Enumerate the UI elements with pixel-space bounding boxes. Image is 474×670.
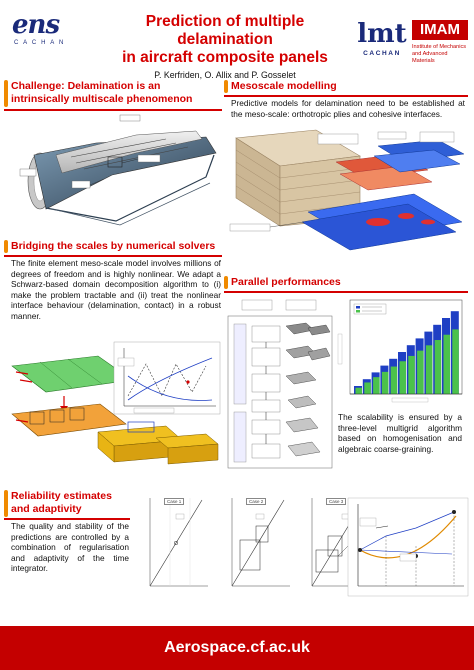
- poster-header: [96, 13, 354, 80]
- mesoscale-divider: [224, 95, 468, 97]
- reliability-title-line1: Reliability estimates: [11, 490, 112, 502]
- speedup-bar-measured: [373, 377, 380, 394]
- time-integrator-figure: [346, 496, 470, 602]
- speedup-bar-measured: [356, 388, 363, 394]
- mesoscale-accent-bar: [224, 80, 228, 93]
- speedup-bar-measured: [408, 356, 415, 394]
- case1-plot: [140, 494, 210, 596]
- case1-label: Case 1: [164, 498, 184, 505]
- speedup-bar-measured: [400, 361, 407, 394]
- bridging-section-title: Bridging the scales by numerical solvers: [11, 240, 216, 252]
- mesoscale-text: Predictive models for delamination need to be established at the meso-scale: orthotropic plies and cohesive interfaces.: [231, 98, 465, 119]
- challenge-section-title: [11, 80, 221, 106]
- reliability-section-title: [11, 490, 131, 516]
- lmt-logo-text: lmt: [357, 19, 407, 49]
- ens-cachan-logo: [8, 10, 90, 65]
- case3-label: Case 3: [326, 498, 346, 505]
- bridging-accent-bar: [4, 240, 8, 253]
- lmt-cachan-logo: [356, 18, 408, 66]
- speedup-bar-measured: [382, 372, 389, 394]
- parallel-divider: [224, 291, 468, 293]
- fuselage-panel-figure: [16, 113, 226, 233]
- mesoscale-model-figure: [228, 126, 470, 252]
- poster-title-line2: in aircraft composite panels: [122, 49, 328, 66]
- ens-logo-text: ens: [12, 10, 60, 40]
- speedup-bar-measured: [426, 345, 433, 394]
- domain-decomposition-figure: [6, 340, 224, 470]
- challenge-title-line1: Challenge: Delamination is an: [11, 80, 161, 92]
- case2-label: Case 2: [246, 498, 266, 505]
- challenge-accent-bar: [4, 80, 8, 107]
- parallel-text: The scalability is ensured by a three-level multigrid algorithm based on homogenisation and algebraic coarse-graining.: [338, 412, 462, 454]
- authors: P. Kerfriden, O. Allix and P. Gosselet: [154, 70, 296, 80]
- multigrid-diagram: [226, 296, 334, 470]
- parallel-section-title: Parallel performances: [231, 276, 341, 288]
- mesoscale-section-title: Mesoscale modelling: [231, 80, 337, 92]
- challenge-title-line2: intrinsically multiscale phenomenon: [11, 93, 193, 105]
- footer-bar: [0, 626, 474, 670]
- reliability-text: The quality and stability of the predictions are controlled by a combination of regularisation and adaptivity of the time integrator.: [11, 521, 129, 574]
- speedup-chart: [336, 298, 466, 406]
- reliability-divider: [4, 518, 130, 520]
- reliability-title-line2: and adaptivity: [11, 503, 82, 515]
- bridging-text: The finite element meso-scale model involves millions of degrees of freedom and is highly nonlinear. We adapt a Schwarz-based domain decomposition algorithm to (i) make the problem tractable and (ii) treat the nonlinear interface behaviour (delamination, contact) in a robust manner.: [11, 258, 221, 321]
- speedup-bar-measured: [417, 351, 424, 394]
- ens-logo-sub: CACHAN: [14, 40, 69, 46]
- imam-logo: [412, 20, 468, 65]
- imam-sub-line2: and Advanced Materials: [412, 51, 448, 64]
- reliability-accent-bar: [4, 490, 8, 517]
- bridging-divider: [4, 255, 222, 257]
- speedup-bar-measured: [364, 382, 371, 394]
- poster-title-line1: Prediction of multiple delamination: [145, 13, 305, 48]
- imam-sub-line1: Institute of Mechanics: [412, 44, 467, 50]
- parallel-accent-bar: [224, 276, 228, 289]
- speedup-bar-measured: [452, 329, 459, 394]
- speedup-bar-measured: [435, 340, 442, 394]
- challenge-divider: [4, 109, 222, 111]
- case2-plot: [222, 494, 292, 596]
- speedup-bar-measured: [444, 335, 451, 394]
- imam-label: IMAM: [412, 20, 468, 40]
- lmt-logo-sub: CACHAN: [363, 50, 401, 57]
- speedup-bar-measured: [391, 367, 398, 394]
- footer-url[interactable]: Aerospace.cf.ac.uk: [164, 639, 310, 656]
